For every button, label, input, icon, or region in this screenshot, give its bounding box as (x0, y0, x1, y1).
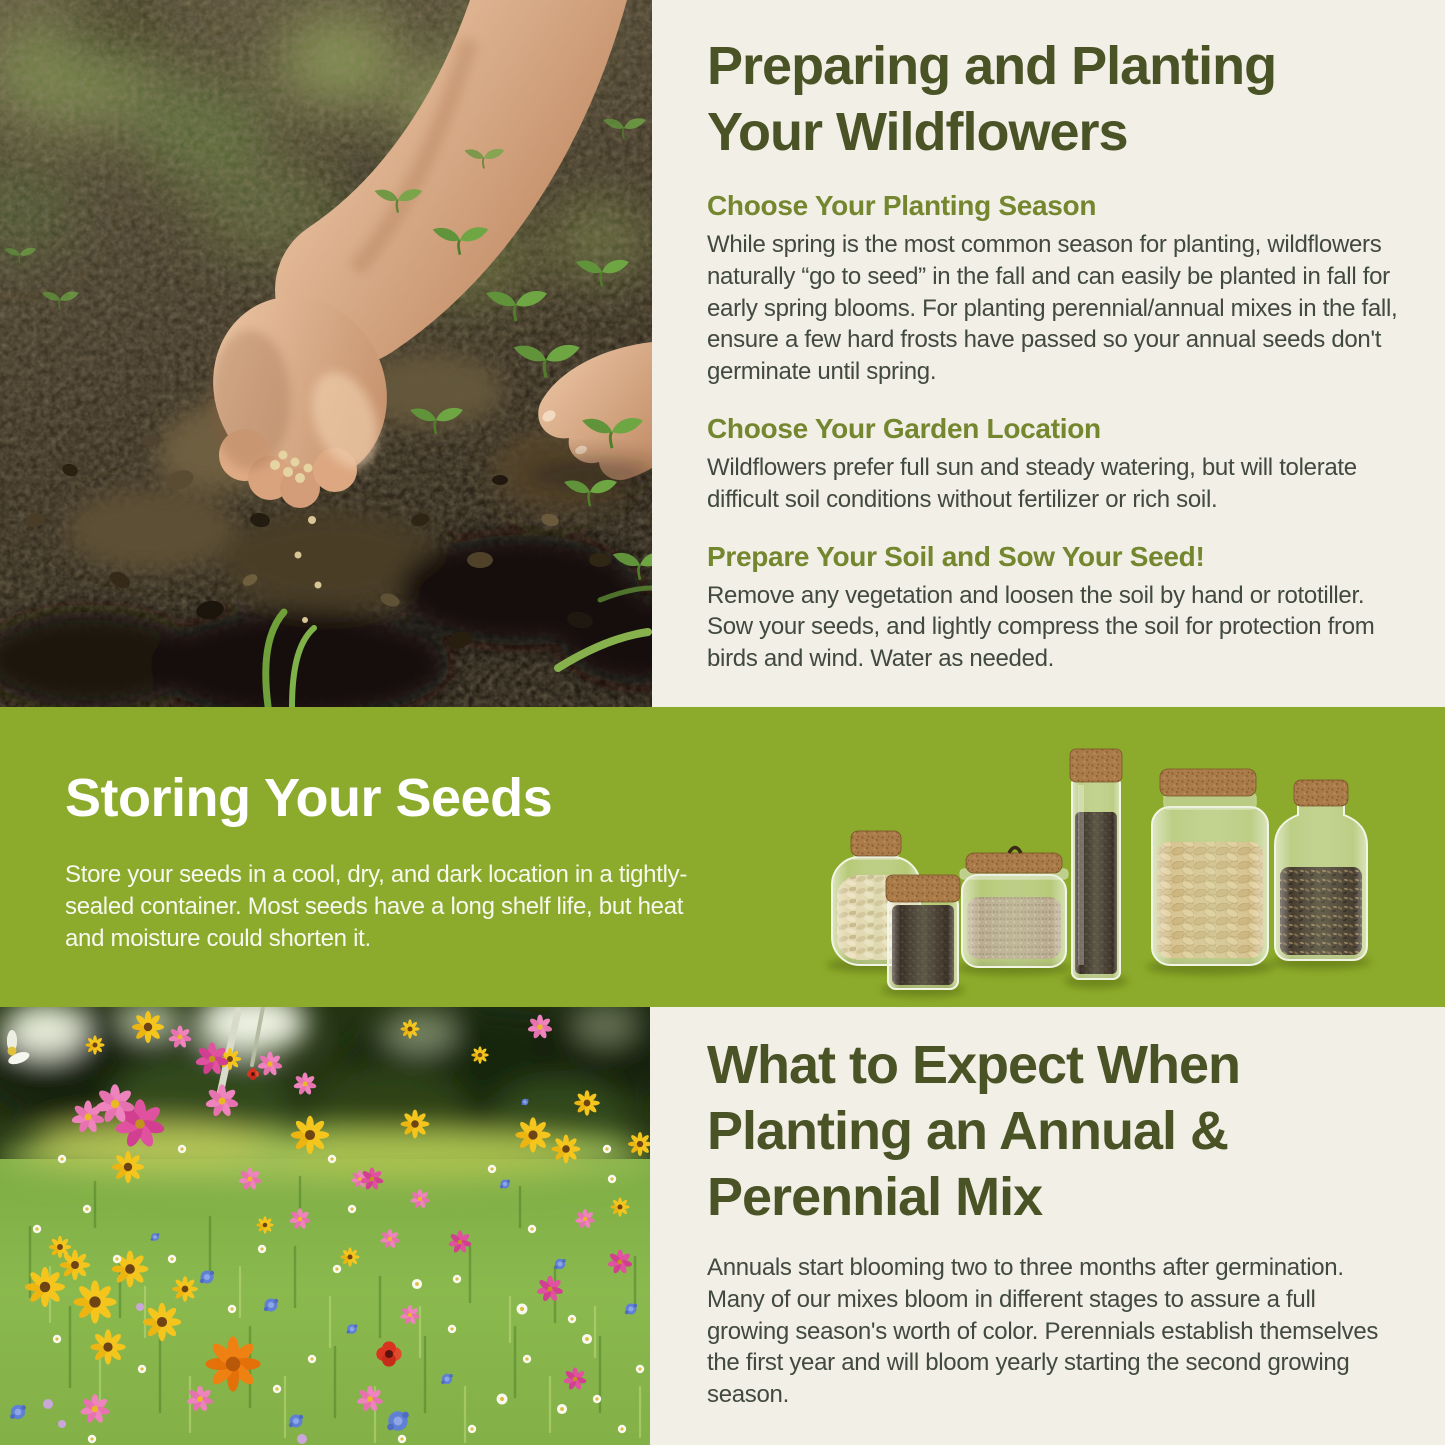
planting-season-body: While spring is the most common season for planting, wildflowers naturally “go to seed” in the fall and can easily be planted in fall for early spring blooms. For planting perennial/annual mixes in the fall, ensure a few hard frosts have passed so your annual seeds don't germinate until spring. (707, 231, 1398, 386)
expect-body: Annuals start blooming two to three months after germination. Many of our mixes bloom in different stages to assure a full growing season's worth of color. Perennials establish themselves the first year and will bloom yearly starting the second growing season. (707, 1254, 1379, 1409)
garden-location-body: Wildflowers prefer full sun and steady watering, but will tolerate difficult soil conditions without fertilizer or rich soil. (707, 453, 1357, 513)
orange-cosmos (205, 1336, 260, 1391)
storing-title: Storing Your Seeds (65, 768, 553, 828)
soil-sowing-photo (0, 0, 652, 707)
storing-body: Store your seeds in a cool, dry, and dark location in a tightly-sealed container. Most seeds have a long shelf life, but heat and moisture could shorten it. (65, 861, 688, 952)
prepare-soil-body: Remove any vegetation and loosen the soil by hand or rototiller. Sow your seeds, and lightly compress the soil for protection from birds and wind. Water as needed. (707, 581, 1375, 673)
preparing-title: Preparing and Planting Your Wildflowers (707, 36, 1277, 162)
wildflower-meadow-illustration (0, 1007, 650, 1445)
jar-pumpkin-seeds (1152, 769, 1268, 965)
expect-title: What to Expect When Planting an Annual & Perennial Mix (707, 1035, 1240, 1227)
expect-section (650, 1007, 1445, 1445)
garden-location-heading: Choose Your Garden Location (707, 412, 1101, 444)
jar-sand-seeds (960, 848, 1068, 968)
storing-seeds-band (0, 707, 1445, 1007)
seed-jars-illustration (820, 707, 1380, 1005)
jar-mixed-seeds (1275, 780, 1367, 960)
jar-tall-cylinder (1070, 749, 1122, 979)
jar-dark-seeds (886, 875, 960, 989)
seed-jars-photo (820, 707, 1380, 1005)
planting-season-heading: Choose Your Planting Season (707, 190, 1097, 221)
soil-sowing-illustration (0, 0, 652, 707)
preparing-section (652, 0, 1445, 707)
prepare-soil-heading: Prepare Your Soil and Sow Your Seed! (707, 540, 1205, 572)
storing-seeds-copy (65, 765, 720, 954)
wildflower-meadow-photo (0, 1007, 650, 1445)
